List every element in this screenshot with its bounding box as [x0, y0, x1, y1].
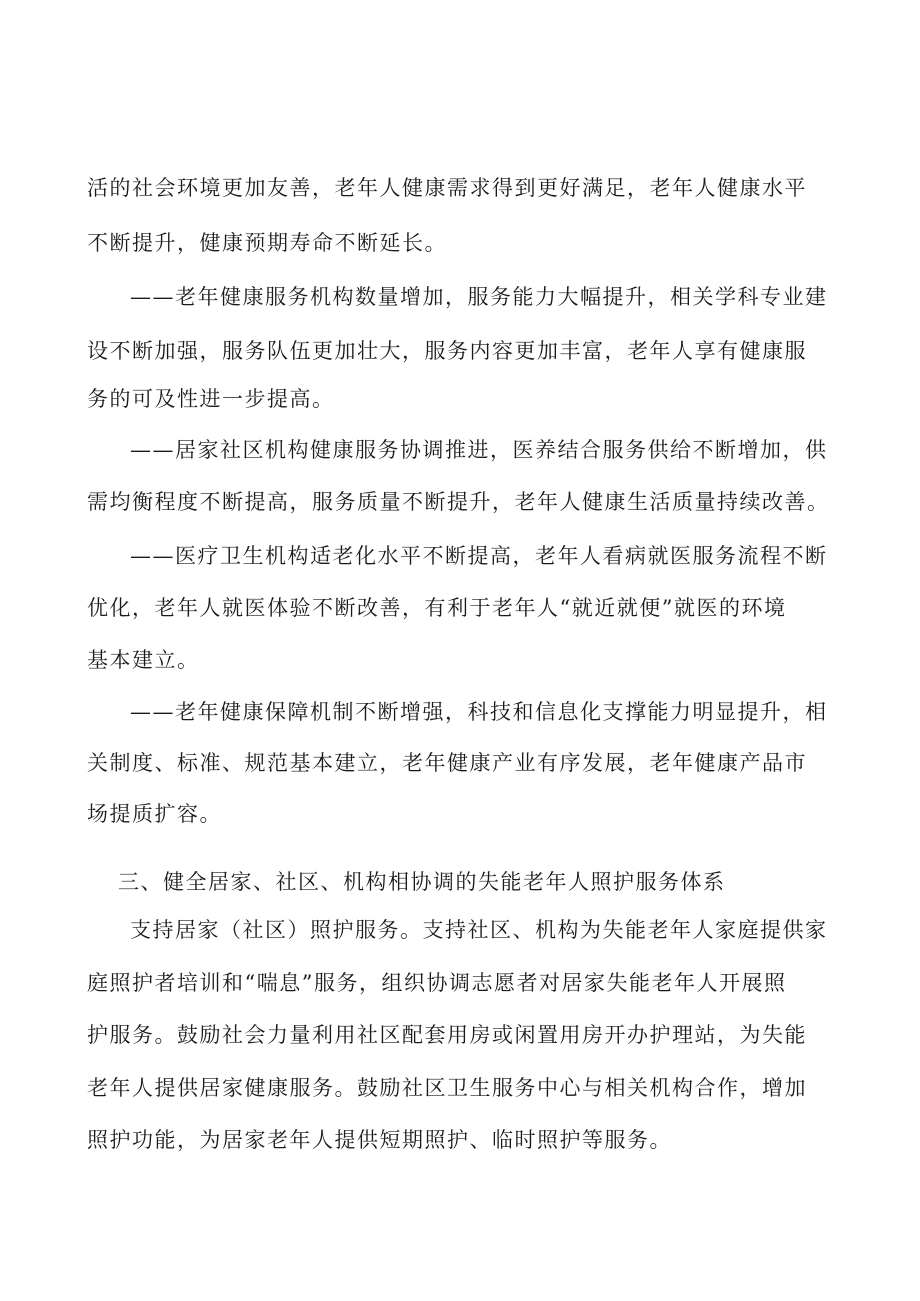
paragraph-line: 不断提升，健康预期寿命不断延长。: [87, 231, 447, 255]
paragraph-line: 设不断加强，服务队伍更加壮大，服务内容更加丰富，老年人享有健康服: [87, 339, 807, 363]
paragraph-line: 照护功能，为居家老年人提供短期照护、临时照护等服务。: [87, 1128, 672, 1152]
paragraph-line: 需均衡程度不断提高，服务质量不断提升，老年人健康生活质量持续改善。: [87, 490, 830, 514]
paragraph-line: ——居家社区机构健康服务协调推进，医养结合服务供给不断增加，供: [130, 438, 828, 462]
paragraph-line: 护服务。鼓励社会力量利用社区配套用房或闲置用房开办护理站，为失能: [87, 1023, 807, 1047]
paragraph-line: 活的社会环境更加友善，老年人健康需求得到更好满足，老年人健康水平: [87, 176, 807, 200]
paragraph-line: 关制度、标准、规范基本建立，老年健康产业有序发展，老年健康产品市: [87, 751, 807, 775]
section-heading: 三、健全居家、社区、机构相协调的失能老年人照护服务体系: [118, 870, 726, 894]
paragraph-line: ——老年健康保障机制不断增强，科技和信息化支撑能力明显提升，相: [130, 700, 828, 724]
paragraph-line: 务的可及性进一步提高。: [87, 387, 335, 411]
paragraph-line: 老年人提供居家健康服务。鼓励社区卫生服务中心与相关机构合作，增加: [87, 1076, 807, 1100]
paragraph-line: 优化，老年人就医体验不断改善，有利于老年人“就近就便”就医的环境: [87, 596, 787, 620]
paragraph-line: ——老年健康服务机构数量增加，服务能力大幅提升，相关学科专业建: [130, 285, 828, 309]
paragraph-line: 场提质扩容。: [87, 802, 222, 826]
paragraph-line: 基本建立。: [87, 648, 200, 672]
paragraph-line: 庭照护者培训和“喘息”服务，组织协调志愿者对居家失能老年人开展照: [87, 971, 787, 995]
paragraph-line: ——医疗卫生机构适老化水平不断提高，老年人看病就医服务流程不断: [130, 544, 828, 568]
paragraph-line: 支持居家（社区）照护服务。支持社区、机构为失能老年人家庭提供家: [130, 918, 828, 942]
